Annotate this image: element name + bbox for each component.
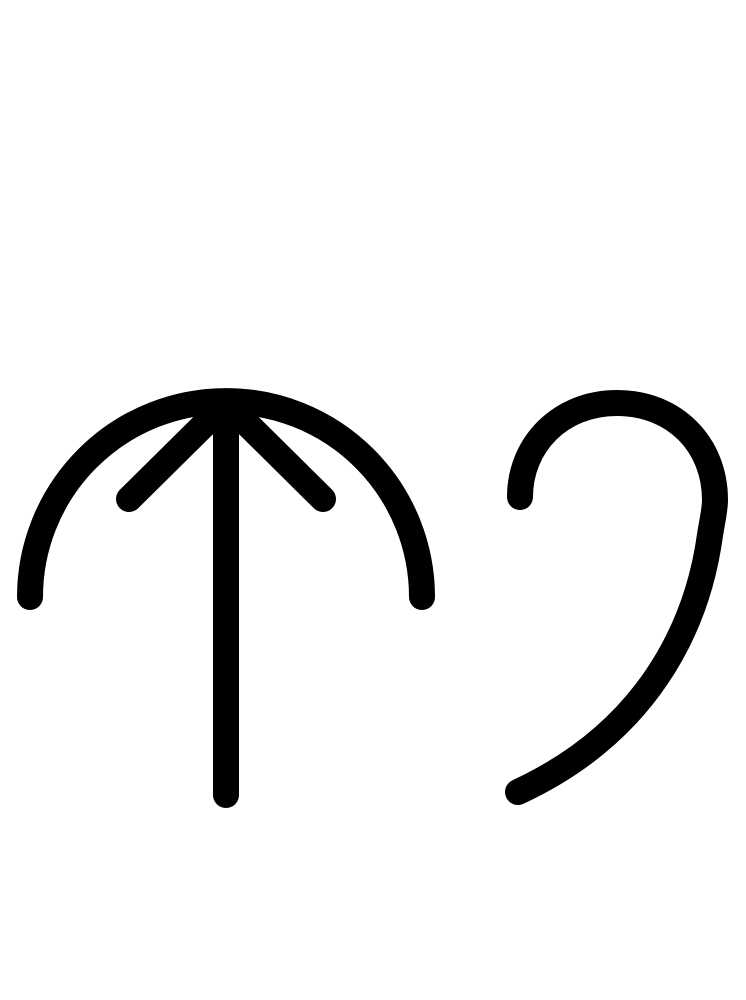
arrow-in-arch-glyph <box>30 401 422 795</box>
hook-glyph <box>518 403 715 792</box>
hook-stroke <box>518 403 715 792</box>
